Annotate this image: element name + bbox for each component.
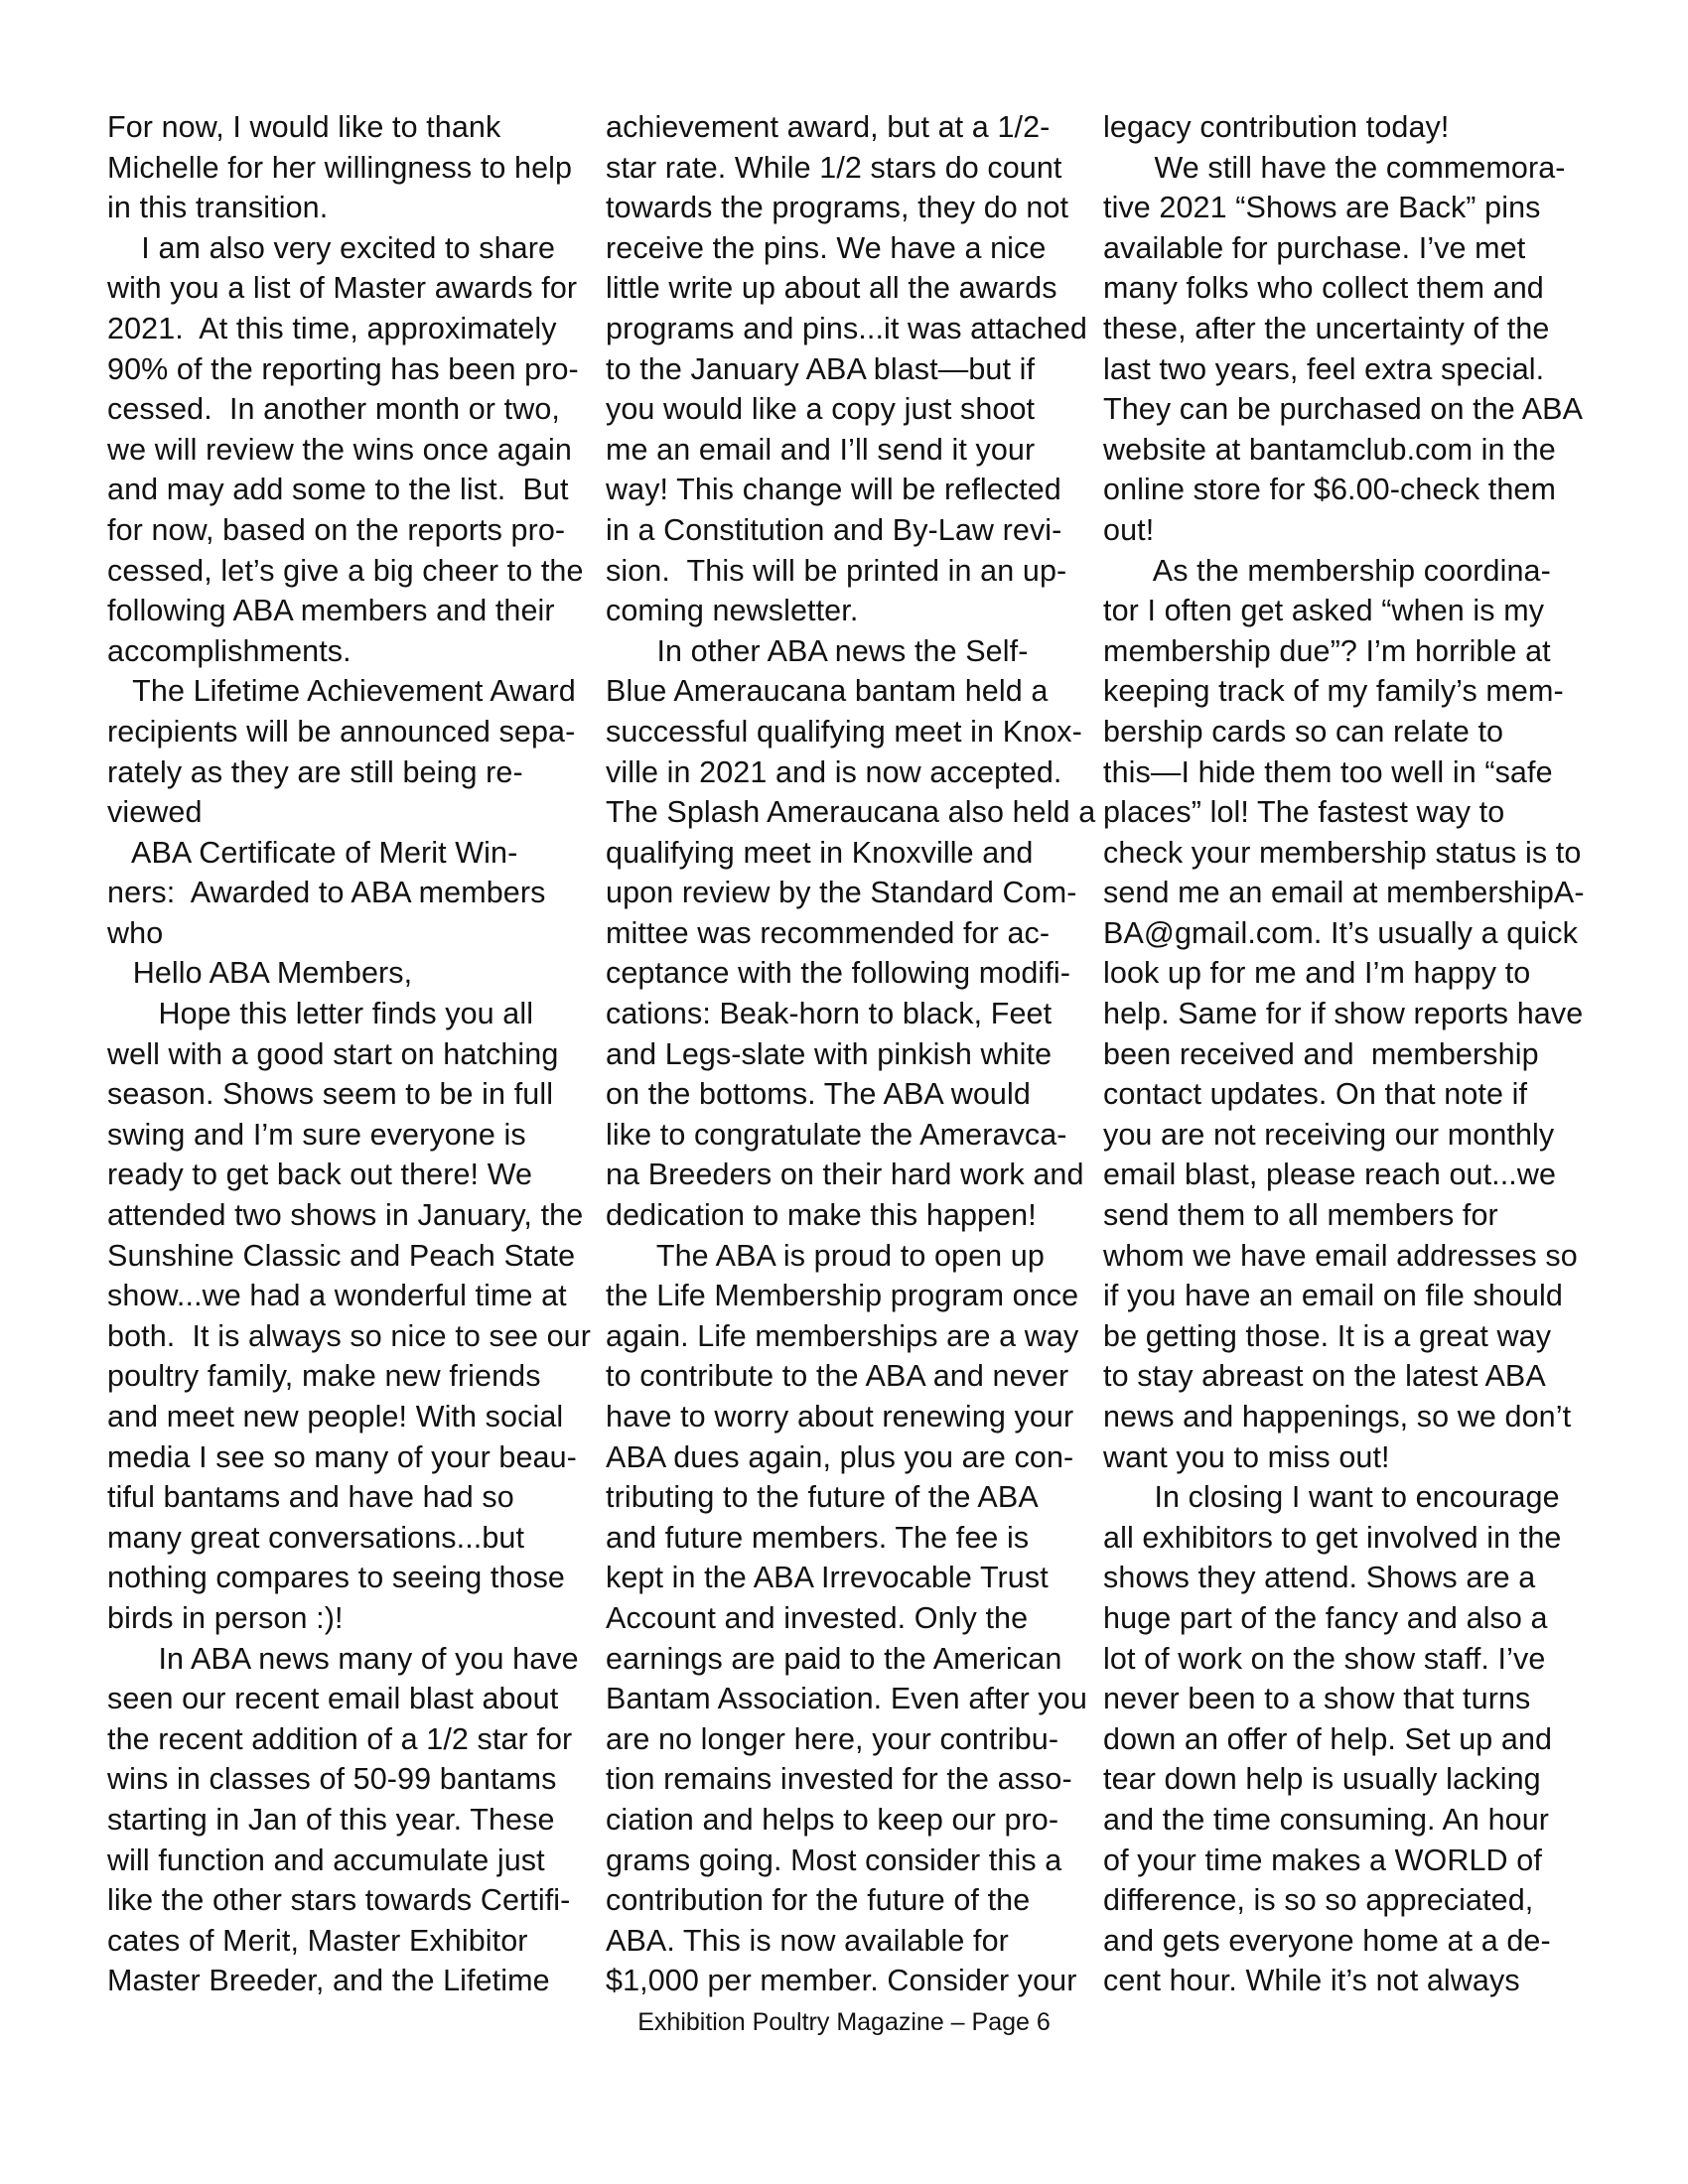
text-line: season. Shows seem to be in full [107, 1077, 554, 1112]
text-line: and meet new people! With social [107, 1400, 564, 1433]
text-line: wins in classes of 50-99 bantams [107, 1762, 557, 1797]
text-line: na Breeders on their hard work and [606, 1158, 1084, 1192]
text-line: Account and invested. Only the [606, 1600, 1029, 1635]
text-line: membership due”? I’m horrible at [1103, 633, 1551, 668]
text-line: out! [1103, 512, 1155, 547]
text-line: show...we had a wonderful time at [107, 1279, 567, 1313]
text-line: ners: Awarded to ABA members [107, 876, 546, 910]
text-line: places” lol! The fastest way to [1103, 795, 1505, 830]
text-line: As the membership coordina- [1103, 553, 1551, 588]
text-line: little write up about all the awards [606, 271, 1057, 306]
text-line: seen our recent email blast about [107, 1682, 559, 1716]
text-line: Master Breeder, and the Lifetime [107, 1964, 550, 1998]
text-line: cations: Beak-horn to black, Feet [606, 997, 1053, 1031]
text-line: programs and pins...it was attached [606, 311, 1087, 345]
text-line: The ABA is proud to open up [606, 1238, 1045, 1273]
text-line: For now, I would like to thank [107, 110, 501, 144]
text-line: earnings are paid to the American [606, 1641, 1062, 1676]
text-line: 2021. At this time, approximately [107, 311, 557, 345]
text-line: never been to a show that turns [1103, 1682, 1531, 1716]
text-line: towards the programs, they do not [606, 191, 1069, 225]
text-line: in a Constitution and By-Law revi- [606, 512, 1062, 547]
text-line: bership cards so can relate to [1103, 714, 1504, 749]
text-line: ABA dues again, plus you are con- [606, 1439, 1074, 1474]
text-line: you would like a copy just shoot [606, 392, 1036, 427]
text-line: whom we have email addresses so [1103, 1238, 1578, 1273]
text-line: with you a list of Master awards for [107, 271, 578, 306]
text-line: and gets everyone home at a de- [1103, 1923, 1551, 1958]
text-line: on the bottoms. The ABA would [606, 1077, 1031, 1112]
text-line: 90% of the reporting has been pro- [107, 351, 579, 386]
text-line: poultry family, make new friends [107, 1359, 541, 1394]
text-line: ciation and helps to keep our pro- [606, 1802, 1059, 1837]
text-line: cessed. In another month or two, [107, 392, 560, 427]
text-line: difference, is so so appreciated, [1103, 1883, 1534, 1918]
text-line: and may add some to the list. But [107, 473, 569, 507]
text-line: and the time consuming. An hour [1103, 1802, 1550, 1837]
text-line: star rate. While 1/2 stars do count [606, 150, 1062, 185]
text-line: Bantam Association. Even after you [606, 1682, 1087, 1716]
text-line: Blue Ameraucana bantam held a [606, 674, 1049, 709]
text-line: The Splash Ameraucana also held a [606, 795, 1096, 830]
text-line: we will review the wins once again [107, 432, 572, 467]
text-line: and future members. The fee is [606, 1520, 1030, 1555]
text-line: like to congratulate the Ameravca- [606, 1117, 1067, 1152]
text-line: well with a good start on hatching [107, 1036, 559, 1071]
text-line: down an offer of help. Set up and [1103, 1721, 1553, 1756]
text-line: send them to all members for [1103, 1198, 1498, 1233]
text-line: accomplishments. [107, 633, 352, 668]
text-line: news and happenings, so we don’t [1103, 1400, 1572, 1433]
text-line: me an email and I’ll send it your [606, 432, 1036, 467]
text-line: to contribute to the ABA and never [606, 1359, 1069, 1394]
text-line: starting in Jan of this year. These [107, 1802, 555, 1837]
text-line: all exhibitors to get involved in the [1103, 1520, 1562, 1555]
text-line: ready to get back out there! We [107, 1158, 533, 1192]
text-line: sion. This will be printed in an up- [606, 553, 1067, 588]
text-line: these, after the uncertainty of the [1103, 311, 1550, 345]
text-line: viewed [107, 795, 203, 830]
text-line: look up for me and I’m happy to [1103, 956, 1531, 991]
text-line: huge part of the fancy and also a [1103, 1600, 1548, 1635]
text-line: tear down help is usually lacking [1103, 1762, 1541, 1797]
text-line: They can be purchased on the ABA [1103, 392, 1584, 427]
text-line: attended two shows in January, the [107, 1198, 584, 1233]
text-line: will function and accumulate just [107, 1843, 545, 1877]
text-line: many great conversations...but [107, 1520, 525, 1555]
text-line: help. Same for if show reports have [1103, 997, 1584, 1031]
text-line: coming newsletter. [606, 594, 859, 628]
text-line: the recent addition of a 1/2 star for [107, 1721, 573, 1756]
text-line: you are not receiving our monthly [1103, 1117, 1555, 1152]
text-line: the Life Membership program once [606, 1279, 1079, 1313]
text-line: In closing I want to encourage [1103, 1480, 1560, 1515]
text-line: cessed, let’s give a big cheer to the [107, 553, 584, 588]
text-line: The Lifetime Achievement Award [107, 674, 576, 709]
text-line: mittee was recommended for ac- [606, 915, 1051, 950]
text-line: if you have an email on file should [1103, 1279, 1563, 1313]
text-line: keeping track of my family’s mem- [1103, 674, 1564, 709]
column-middle [606, 107, 1107, 2001]
text-line: grams going. Most consider this a [606, 1843, 1062, 1877]
text-line: who [107, 915, 164, 950]
text-line: way! This change will be reflected [606, 473, 1061, 507]
text-line: legacy contribution today! [1103, 110, 1450, 144]
text-line: available for purchase. I’ve met [1103, 230, 1526, 265]
text-line: upon review by the Standard Com- [606, 876, 1077, 910]
text-line: tive 2021 “Shows are Back” pins [1103, 191, 1541, 225]
text-line: be getting those. It is a great way [1103, 1318, 1552, 1353]
page-footer: Exhibition Poultry Magazine – Page 6 [637, 2008, 1051, 2036]
text-line: want you to miss out! [1103, 1439, 1390, 1474]
text-line: kept in the ABA Irrevocable Trust [606, 1561, 1049, 1595]
text-line: both. It is always so nice to see our [107, 1318, 591, 1353]
text-line: recipients will be announced sepa- [107, 714, 576, 749]
text-line: I am also very excited to share [107, 230, 556, 265]
text-line: check your membership status is to [1103, 835, 1582, 870]
text-line: cent hour. While it’s not always [1103, 1964, 1520, 1998]
text-line: In other ABA news the Self- [606, 633, 1029, 668]
text-line: again. Life memberships are a way [606, 1318, 1079, 1353]
text-line: tor I often get asked “when is my [1103, 594, 1545, 628]
text-line: $1,000 per member. Consider your [606, 1964, 1077, 1998]
text-line: tion remains invested for the asso- [606, 1762, 1072, 1797]
text-line: qualifying meet in Knoxville and [606, 835, 1034, 870]
text-line: website at bantamclub.com in the [1103, 432, 1556, 467]
text-line: ABA Certificate of Merit Win- [107, 835, 518, 870]
text-line: are no longer here, your contribu- [606, 1721, 1059, 1756]
column-left [107, 107, 609, 2001]
text-line: successful qualifying meet in Knox- [606, 714, 1082, 749]
text-line: tributing to the future of the ABA [606, 1480, 1039, 1515]
text-line: this—I hide them too well in “safe [1103, 754, 1553, 789]
text-line: many folks who collect them and [1103, 271, 1544, 306]
text-line: media I see so many of your beau- [107, 1439, 577, 1474]
text-line: In ABA news many of you have [107, 1641, 579, 1676]
text-line: ceptance with the following modifi- [606, 956, 1071, 991]
text-line: and Legs-slate with pinkish white [606, 1036, 1053, 1071]
text-line: shows they attend. Shows are a [1103, 1561, 1536, 1595]
text-line: ville in 2021 and is now accepted. [606, 754, 1062, 789]
text-line: Hello ABA Members, [107, 956, 413, 991]
text-line: Michelle for her willingness to help [107, 150, 573, 185]
text-line: for now, based on the reports pro- [107, 512, 566, 547]
text-line: Sunshine Classic and Peach State [107, 1238, 576, 1273]
text-line: cates of Merit, Master Exhibitor [107, 1923, 528, 1958]
text-line: dedication to make this happen! [606, 1198, 1037, 1233]
text-line: swing and I’m sure everyone is [107, 1117, 526, 1152]
text-line: in this transition. [107, 191, 329, 225]
text-line: have to worry about renewing your [606, 1400, 1074, 1433]
text-line: send me an email at membershipA- [1103, 876, 1585, 910]
column-right [1103, 107, 1605, 2001]
text-line: online store for $6.00-check them [1103, 473, 1556, 507]
text-line: contact updates. On that note if [1103, 1077, 1528, 1112]
text-line: of your time makes a WORLD of [1103, 1843, 1542, 1877]
text-line: ABA. This is now available for [606, 1923, 1009, 1958]
text-line: nothing compares to seeing those [107, 1561, 565, 1595]
text-line: receive the pins. We have a nice [606, 230, 1047, 265]
text-line: following ABA members and their [107, 594, 555, 628]
text-line: been received and membership [1103, 1036, 1539, 1071]
text-line: Hope this letter finds you all [107, 997, 534, 1031]
text-line: like the other stars towards Certifi- [107, 1883, 571, 1918]
text-line: contribution for the future of the [606, 1883, 1031, 1918]
text-line: achievement award, but at a 1/2- [606, 110, 1051, 144]
text-line: We still have the commemora- [1103, 150, 1566, 185]
text-line: to the January ABA blast—but if [606, 351, 1036, 386]
text-line: last two years, feel extra special. [1103, 351, 1545, 386]
text-line: to stay abreast on the latest ABA [1103, 1359, 1546, 1394]
text-line: lot of work on the show staff. I’ve [1103, 1641, 1546, 1676]
text-line: BA@gmail.com. It’s usually a quick [1103, 915, 1578, 950]
text-line: email blast, please reach out...we [1103, 1158, 1557, 1192]
text-line: tiful bantams and have had so [107, 1480, 514, 1515]
text-line: rately as they are still being re- [107, 754, 523, 789]
text-line: birds in person :)! [107, 1600, 344, 1635]
